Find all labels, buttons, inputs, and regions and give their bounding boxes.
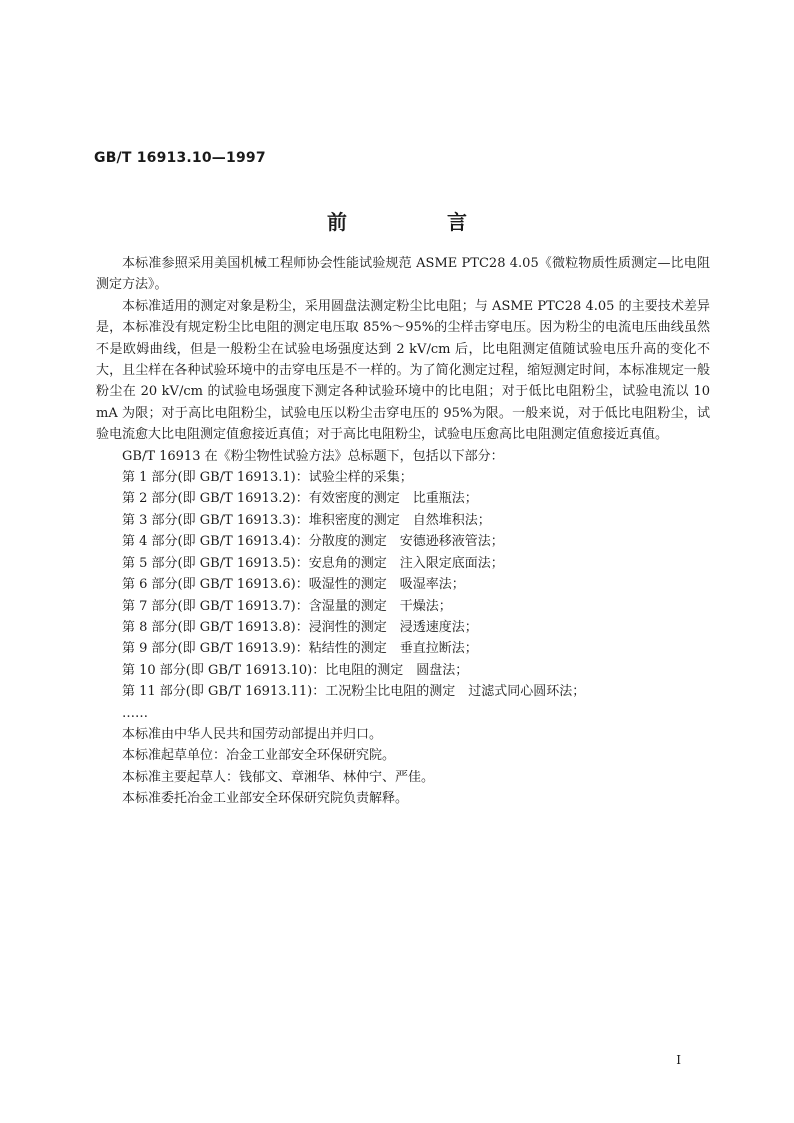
list-item: 第 1 部分(即 GB/T 16913.1)：试验尘样的采集； — [122, 470, 413, 486]
paragraph-drafting-unit: 本标准起草单位：冶金工业部安全环保研究院。 — [122, 748, 396, 764]
parts-list — [96, 467, 710, 724]
list-item: 第 11 部分(即 GB/T 16913.11)：工况粉尘比电阻的测定 过滤式同心圆环法； — [122, 684, 586, 700]
paragraph-reference: 本标准参照采用美国机械工程师协会性能试验规范 ASME PTC28 4.05《微粒物质性质测定—比电阻测定方法》。 — [96, 256, 710, 293]
list-item: 第 8 部分(即 GB/T 16913.8)：浸润性的测定 浸透速度法； — [122, 619, 478, 635]
list-item: 第 3 部分(即 GB/T 16913.3)：堆积密度的测定 自然堆积法； — [122, 512, 491, 528]
list-item: 第 10 部分(即 GB/T 16913.10)：比电阻的测定 圆盘法； — [122, 662, 469, 678]
paragraph-drafters: 本标准主要起草人：钱郁文、章湘华、林仲宁、严佳。 — [122, 769, 435, 785]
list-item: 第 4 部分(即 GB/T 16913.4)：分散度的测定 安德逊移液管法； — [122, 534, 504, 550]
list-item: 第 7 部分(即 GB/T 16913.7)：含湿量的测定 干燥法； — [122, 598, 452, 614]
page-number: I — [676, 1053, 681, 1067]
page-title: 前 言 — [327, 210, 507, 234]
paragraph-interpretation: 本标准委托冶金工业部安全环保研究院负责解释。 — [122, 791, 409, 807]
paragraph-parts-intro: GB/T 16913 在《粉尘物性试验方法》总标题下，包括以下部分： — [122, 448, 504, 464]
list-item: 第 9 部分(即 GB/T 16913.9)：粘结性的测定 垂直拉断法； — [122, 641, 478, 657]
list-item: 第 5 部分(即 GB/T 16913.5)：安息角的测定 注入限定底面法； — [122, 555, 504, 571]
foreword-body — [96, 253, 710, 810]
list-item: 第 6 部分(即 GB/T 16913.6)：吸湿性的测定 吸湿率法； — [122, 577, 465, 593]
list-item: 第 2 部分(即 GB/T 16913.2)：有效密度的测定 比重瓶法； — [122, 491, 478, 507]
paragraph-proposer: 本标准由中华人民共和国劳动部提出并归口。 — [122, 726, 383, 742]
paragraph-scope: 本标准适用的测定对象是粉尘，采用圆盘法测定粉尘比电阻；与 ASME PTC28 4.05 的主要技术差异是，本标准没有规定粉尘比电阻的测定电压取 85%～95%的尘样击穿电压。因为粉尘的电流电压曲线虽然不是欧姆曲线，但是一般粉尘在试验电场强度达到 2 kV/cm 后，比电阻测定值随试验电压升高的变化不大，且尘样在各种试验环境中的击穿电压是不一样的。为了简化测定过程，缩短测定时间，本标准规定一般粉尘在 20 kV/cm 的试验电场强度下测定各种试验环境中的比电阻；对于低比电阻粉尘，试验电流以 10 mA 为限；对于高比电阻粉尘，试验电压以粉尘击穿电压的 95%为限。一般来说，对于低比电阻粉尘，试验电流愈大比电阻测定值愈接近真值；对于高比电阻粉尘，试验电压愈高比电阻测定值愈接近真值。 — [96, 298, 710, 443]
list-item-ellipsis: …… — [122, 705, 148, 721]
standard-code: GB/T 16913.10—1997 — [94, 150, 266, 166]
